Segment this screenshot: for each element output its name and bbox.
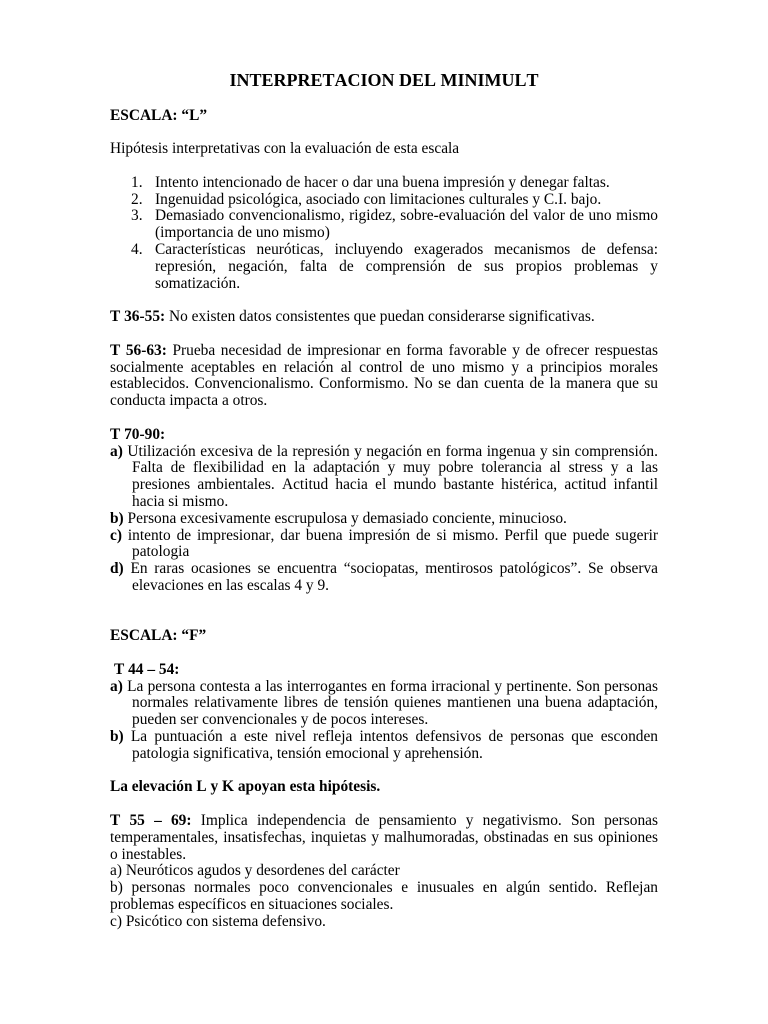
hypothesis-text: Ingenuidad psicológica, asociado con limitaciones culturales y C.I. bajo. [155,190,602,208]
item-label: b) [110,879,123,897]
scale-f-heading: ESCALA: “F” [110,627,207,645]
range-item [110,914,658,931]
scale-f-note: La elevación L y K apoyan esta hipótesis. [110,778,381,796]
item-text: personas normales poco convencionales e inusuales en algún sentido. Reflejan problemas específicos en situaciones sociales. [110,879,658,914]
hypothesis-item [110,192,658,209]
range-item [110,863,658,880]
range-t36-55 [110,309,658,326]
range-text: No existen datos consistentes que puedan considerarse significativas. [169,308,595,326]
hypothesis-item [110,208,658,242]
hypothesis-item [110,175,658,192]
item-label: d) [110,560,124,578]
item-label: a) [110,862,122,880]
item-label: a) [110,677,123,695]
hypothesis-item [110,242,658,292]
document-title: INTERPRETACION DEL MINIMULT [229,70,539,90]
item-label: b) [110,509,124,527]
range-label: T 55 – 69: [110,812,192,830]
range-t44-54 [110,662,658,679]
range-item [110,444,658,511]
range-item [110,511,658,528]
range-t70-90 [110,427,658,444]
range-text: Implica independencia de pensamiento y negativismo. Son personas temperamentales, insatisfechas, inquietas y malhumoradas, obstinadas en sus opiniones o inestables. [110,812,658,863]
item-label: c) [110,912,122,930]
range-item [110,561,658,595]
range-item [110,880,658,914]
list-number: 2. [131,190,143,208]
range-item [110,528,658,562]
item-text: La persona contesta a las interrogantes en forma irracional y pertinente. Son personas normales relativamente libres de tensión quienes mantienen una buena adaptación, pueden ser convencionales y de pocos intereses. [127,677,659,729]
item-text: En raras ocasiones se encuentra “sociopatas, mentirosos patológicos”. Se observa elevaciones en las escalas 4 y 9. [130,560,658,594]
range-text: Prueba necesidad de impresionar en forma favorable y de ofrecer respuestas socialmente aceptables en relación al control de uno mismo y a principios morales establecidos. Convencionalismo. Conformismo. No se dan cuenta de la manera que su conducta impacta a otros. [110,341,658,410]
hypothesis-text: Intento intencionado de hacer o dar una buena impresión y denegar faltas. [155,173,610,191]
item-label: b) [110,728,124,746]
range-label: T 44 – 54: [114,660,180,678]
range-t55-69 [110,813,658,863]
item-text: Neuróticos agudos y desordenes del carácter [125,862,400,880]
document-body [110,70,658,931]
hypothesis-text: Demasiado convencionalismo, rigidez, sobre-evaluación del valor de uno mismo (importancia de uno mismo) [155,207,658,242]
item-label: a) [110,442,123,460]
hypotheses-list [110,175,658,293]
list-number: 1. [131,173,143,191]
list-number: 3. [131,207,143,225]
range-item [110,729,658,763]
item-text: Psicótico con sistema defensivo. [125,912,326,930]
item-text: Persona excesivamente escrupulosa y demasiado conciente, minucioso. [127,509,567,527]
range-label: T 36-55: [110,308,166,326]
item-label: c) [110,526,122,544]
range-item [110,679,658,729]
hypothesis-text: Características neuróticas, incluyendo exagerados mecanismos de defensa: represión, negación, falta de comprensión de sus propios problemas y somatización. [155,240,658,292]
item-text: La puntuación a este nivel refleja intentos defensivos de personas que esconden patologia significativa, tensión emocional y aprehensión. [130,728,658,762]
item-text: intento de impresionar, dar buena impresión de si mismo. Perfil que puede sugerir patologia [127,526,659,561]
list-number: 4. [131,240,143,258]
range-t56-63 [110,343,658,410]
range-label: T 56-63: [110,341,167,359]
scale-l-heading: ESCALA: “L” [110,106,208,124]
item-text: Utilización excesiva de la represión y negación en forma ingenua y sin comprensión. Falta de flexibilidad en la adaptación y muy pobre tolerancia al stress y a las presiones ambientales. Actitud hacia el mundo bastante histérica, actitud infantil hacia si mismo. [127,442,658,510]
scale-l-intro: Hipótesis interpretativas con la evaluación de esta escala [110,140,460,158]
range-label: T 70-90: [110,425,166,443]
